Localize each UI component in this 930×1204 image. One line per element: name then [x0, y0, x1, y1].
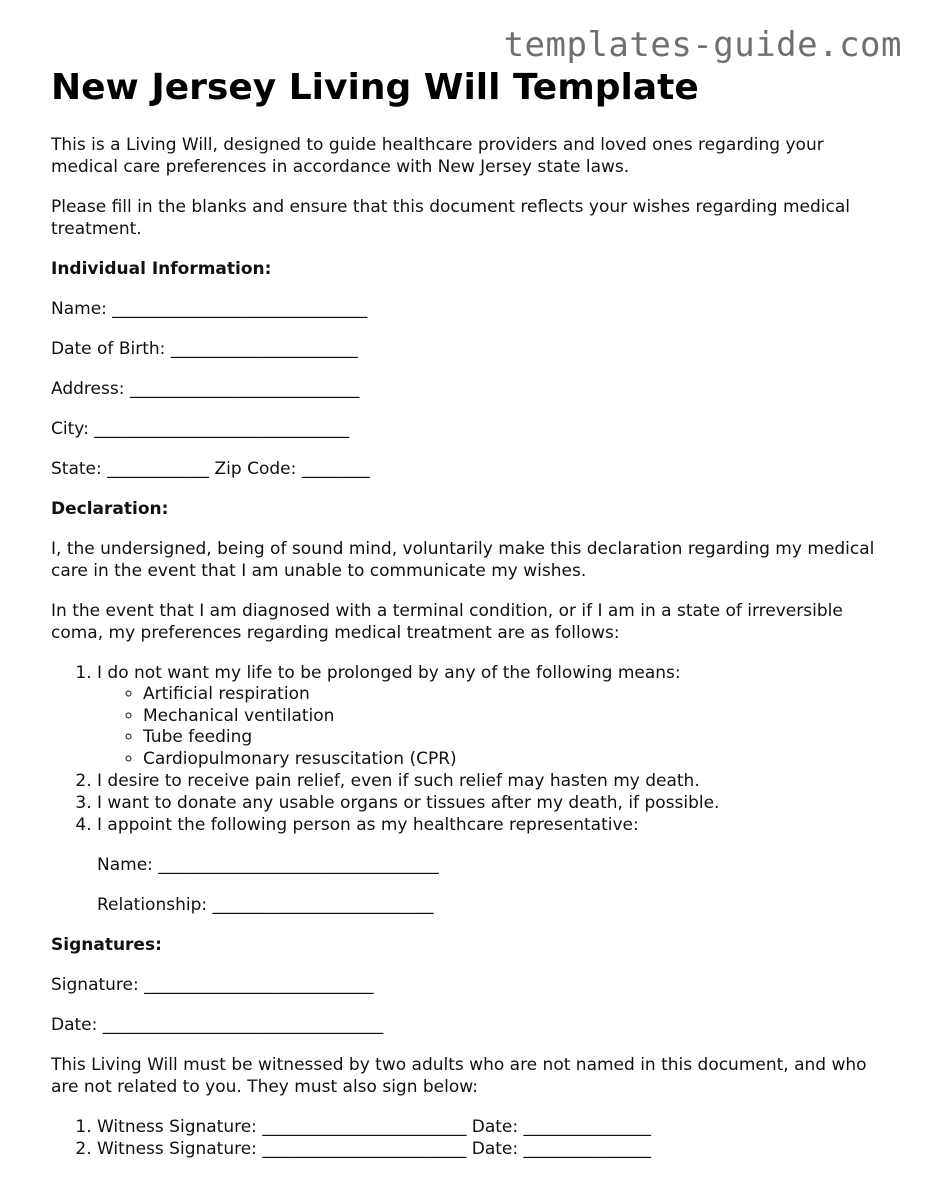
signatures-heading: Signatures: [51, 935, 162, 955]
representative-relationship-field[interactable]: Relationship: __________________________ [97, 895, 434, 915]
preferences-list [51, 662, 891, 836]
witness-list [51, 1116, 891, 1160]
witness-note: This Living Will must be witnessed by two adults who are not named in this document, and who are not related to you. They must also sign below: [51, 1055, 867, 1097]
list-item: ◦ Cardiopulmonary resuscitation (CPR) [143, 749, 891, 771]
address-field[interactable]: Address: ___________________________ [51, 379, 360, 399]
declaration-paragraph: I, the undersigned, being of sound mind, voluntarily make this declaration regarding my medical care in the event that I am unable to communicate my wishes. [51, 539, 875, 581]
list-item: 4. I appoint the following person as my healthcare representative: [97, 814, 891, 836]
instructions-paragraph: Please fill in the blanks and ensure that this document reflects your wishes regarding medical treatment. [51, 197, 850, 239]
page-title: New Jersey Living Will Template [51, 67, 699, 108]
representative-block [97, 854, 891, 916]
name-field[interactable]: Name: ______________________________ [51, 299, 368, 319]
city-field[interactable]: City: ______________________________ [51, 419, 350, 439]
individual-information-heading: Individual Information: [51, 259, 272, 279]
witness-signature-field[interactable]: 1. Witness Signature: ________________________ Date: _______________ [97, 1116, 891, 1138]
list-item-text: I do not want my life to be prolonged by any of the following means: [97, 663, 681, 683]
list-item: 2. I desire to receive pain relief, even if such relief may hasten my death. [97, 770, 891, 792]
condition-paragraph: In the event that I am diagnosed with a terminal condition, or if I am in a state of irreversible coma, my preferences regarding medical treatment are as follows: [51, 601, 843, 643]
witness-signature-field[interactable]: 2. Witness Signature: ________________________ Date: _______________ [97, 1138, 891, 1160]
watermark: templates-guide.com [503, 25, 902, 65]
document-body [51, 66, 891, 1160]
signature-field[interactable]: Signature: ___________________________ [51, 975, 374, 995]
means-list [97, 684, 891, 770]
date-field[interactable]: Date: _________________________________ [51, 1015, 384, 1035]
intro-paragraph: This is a Living Will, designed to guide healthcare providers and loved ones regarding your medical care preferences in accordance with New Jersey state laws. [51, 135, 824, 177]
list-item: ◦ Artificial respiration [143, 684, 891, 706]
representative-name-field[interactable]: Name: _________________________________ [97, 855, 439, 875]
list-item [97, 662, 891, 770]
declaration-heading: Declaration: [51, 499, 169, 519]
list-item: ◦ Tube feeding [143, 727, 891, 749]
state-zip-field[interactable]: State: ____________ Zip Code: ________ [51, 459, 370, 479]
list-item: ◦ Mechanical ventilation [143, 706, 891, 728]
list-item: 3. I want to donate any usable organs or tissues after my death, if possible. [97, 792, 891, 814]
date-of-birth-field[interactable]: Date of Birth: ______________________ [51, 339, 358, 359]
